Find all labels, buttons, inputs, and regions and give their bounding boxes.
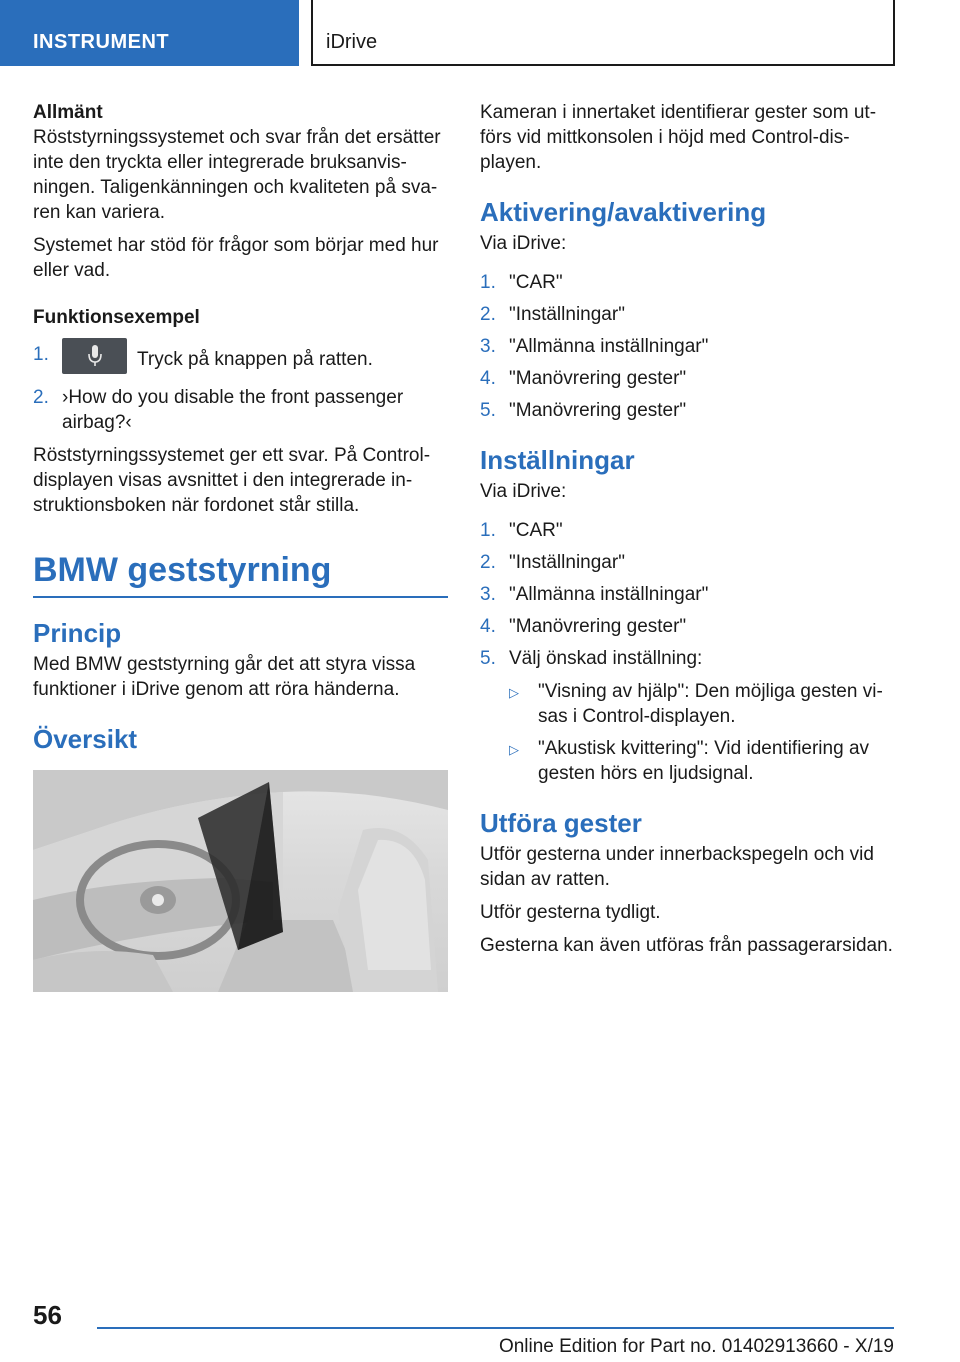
aktivering-steps [480,270,900,423]
list-item [480,582,900,607]
list-item [480,614,900,639]
utfora-heading: Utföra gester [480,808,642,838]
list-item [509,679,900,729]
step-text: Tryck på knappen på ratten. [137,349,373,371]
installningar-options [509,679,900,786]
step-number: 2. [480,552,496,573]
step-text: "Manövrering gester" [509,616,687,637]
list-item [480,550,900,575]
voice-button-image [62,338,127,374]
installningar-heading: Inställningar [480,445,635,475]
section-title: iDrive [311,0,895,66]
step-text: "Inställningar" [509,552,625,573]
step-number: 3. [480,584,496,605]
step-number: 1. [480,520,496,541]
allmant-paragraph-1: Röststyrningssystemet och svar från det ersätter inte den tryckta eller integrerade bruksanvisningen. Taligenkänningen och kvaliteten på svaren kan variera. [33,127,441,223]
oversikt-heading: Översikt [33,724,138,754]
list-item [480,334,900,359]
installningar-via: Via iDrive: [480,481,567,502]
funktionsexempel-steps [33,342,448,435]
list-item [509,736,900,786]
step-text: "Manövrering gester" [509,400,687,421]
chapter-heading: BMW geststyrning [33,548,448,598]
aktivering-heading: Aktivering/avaktivering [480,197,767,227]
microphone-icon [87,344,103,368]
intro-paragraph: Kameran i innertaket identifierar gester som utförs vid mittkonsolen i höjd med Control-displayen. [480,102,877,173]
step-number: 5. [480,648,496,669]
list-item [33,385,448,435]
allmant-paragraph-2: Systemet har stöd för frågor som börjar med hur eller vad. [33,235,439,281]
step-text: "CAR" [509,272,563,293]
utfora-paragraph-1: Utför gesterna under innerbackspegeln och vid sidan av ratten. [480,844,874,890]
utfora-paragraph-2: Utför gesterna tydligt. [480,902,661,923]
step-number: 4. [480,616,496,637]
triangle-bullet-icon: ▷ [509,685,519,700]
list-item [480,270,900,295]
triangle-bullet-icon: ▷ [509,742,519,757]
page-header [0,0,960,66]
list-item [480,646,900,671]
step-text: "Allmänna inställningar" [509,336,709,357]
princip-heading: Princip [33,618,122,648]
installningar-steps [480,518,900,671]
step-text: "Manövrering gester" [509,368,687,389]
option-text: "Akustisk kvittering": Vid identifiering av gesten hörs en ljudsignal. [538,738,870,784]
step-number: 3. [480,336,496,357]
step-text: "Inställningar" [509,304,625,325]
princip-paragraph: Med BMW geststyrning går det att styra vissa funktioner i iDrive genom att röra händerna. [33,654,416,700]
allmant-heading: Allmänt [33,102,103,123]
list-item [480,398,900,423]
aktivering-via: Via iDrive: [480,233,567,254]
chapter-tab: INSTRUMENT [0,0,299,66]
step-number: 4. [480,368,496,389]
step-text: "Allmänna inställningar" [509,584,709,605]
list-item [33,342,448,378]
step-number: 2. [480,304,496,325]
list-item [480,366,900,391]
step-number: 2. [33,387,49,408]
funktionsexempel-heading: Funktionsexempel [33,307,200,328]
step-text: Välj önskad inställning: [509,648,703,669]
list-item [480,302,900,327]
step-text: "CAR" [509,520,563,541]
option-text: "Visning av hjälp": Den möjliga gesten visas i Control-displayen. [538,681,883,727]
step-number: 1. [480,272,496,293]
car-interior-illustration [33,770,448,992]
utfora-paragraph-3: Gesterna kan även utföras från passagerarsidan. [480,935,893,956]
funktionsexempel-paragraph: Röststyrningssystemet ger ett svar. På Control-displayen visas avsnittet i den integrerade instruktionsboken när fordonet står stilla. [33,445,431,516]
page-number: 56 [33,1300,62,1330]
list-item [480,518,900,543]
step-text: ›How do you disable the front passenger airbag?‹ [62,387,404,433]
right-column [480,100,900,966]
step-number: 5. [480,400,496,421]
left-column [33,100,448,992]
footer-edition: Online Edition for Part no. 01402913660 - X/19 [97,1327,894,1358]
step-number: 1. [33,344,49,365]
